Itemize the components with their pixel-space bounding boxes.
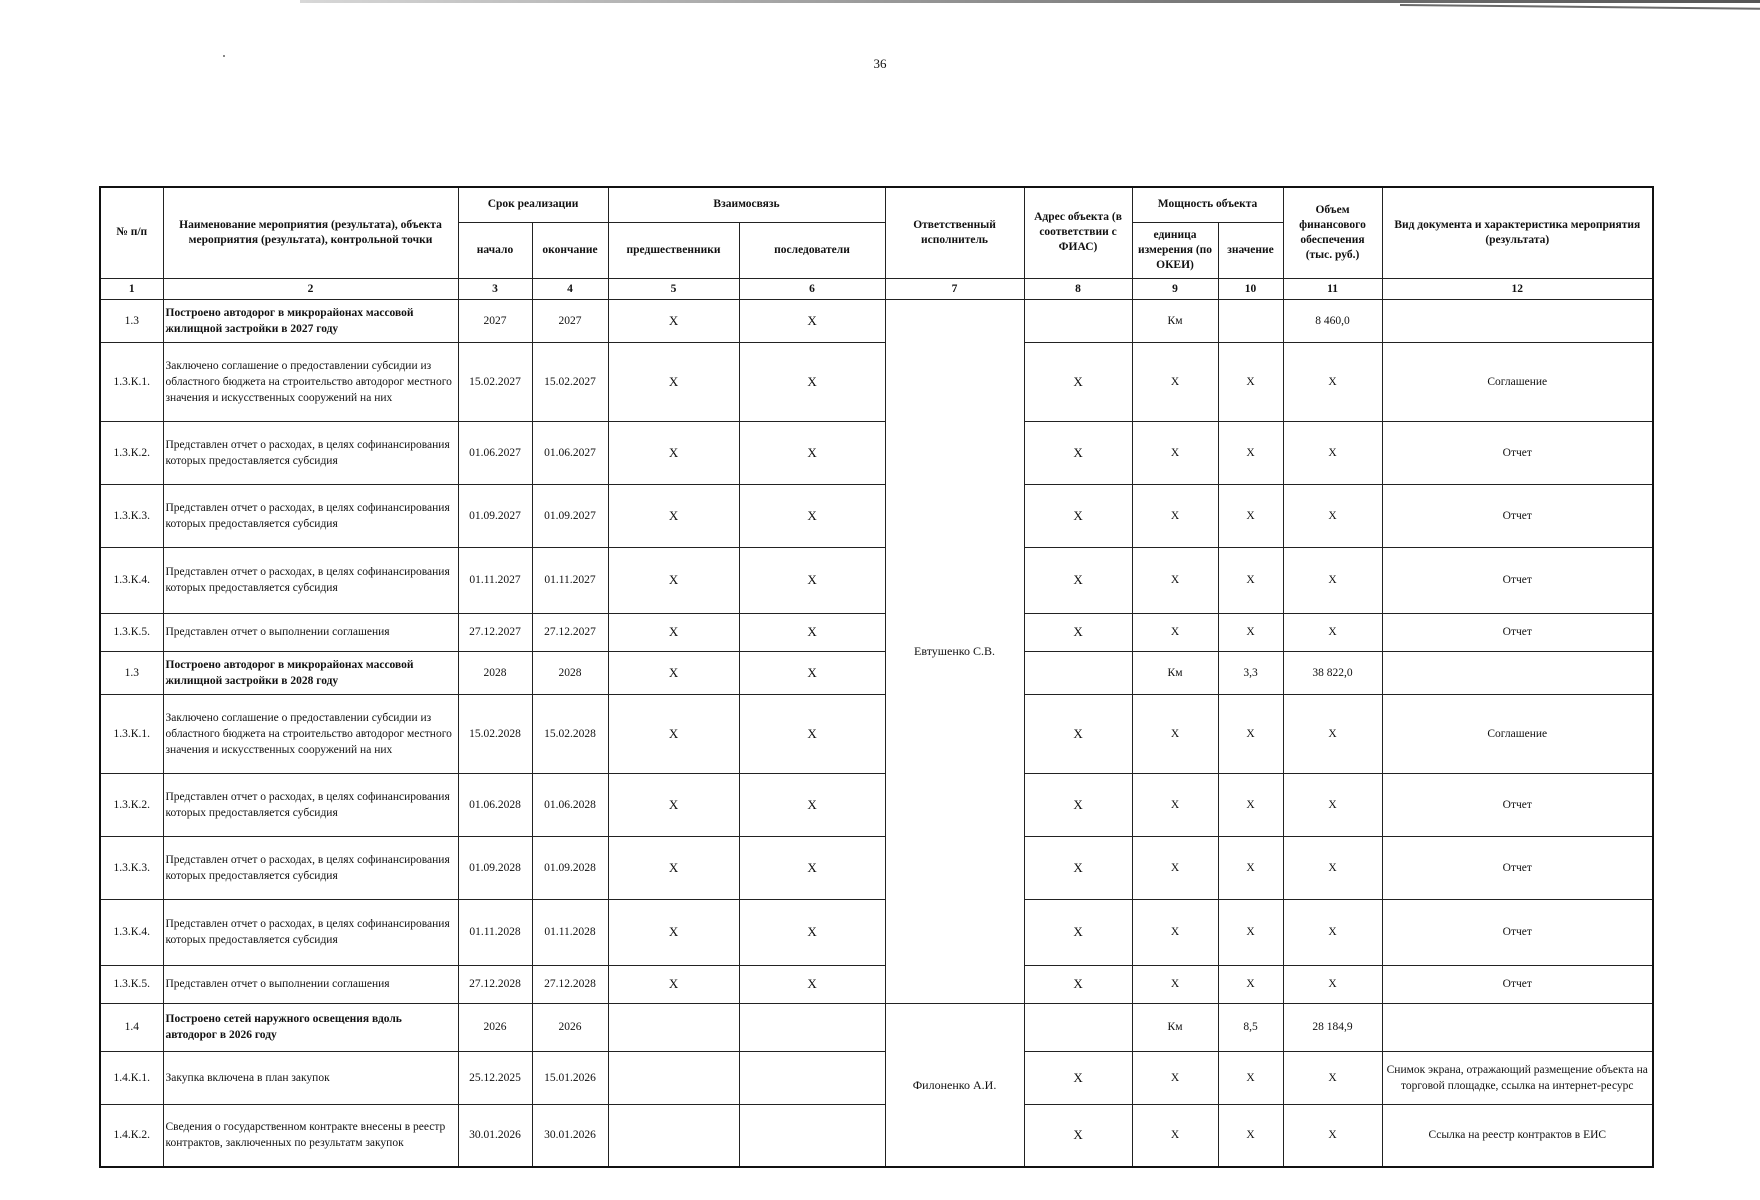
row-number: 1.4.К.2. bbox=[100, 1104, 163, 1167]
successors-cell bbox=[739, 1003, 885, 1051]
value-cell: X bbox=[1218, 1051, 1283, 1104]
successors-cell: X bbox=[739, 342, 885, 421]
header-end: окончание bbox=[532, 222, 608, 278]
end-date: 30.01.2026 bbox=[532, 1104, 608, 1167]
finance-cell: X bbox=[1283, 484, 1382, 547]
successors-cell bbox=[739, 1051, 885, 1104]
start-date: 01.09.2027 bbox=[458, 484, 532, 547]
finance-cell: X bbox=[1283, 1104, 1382, 1167]
table-row bbox=[100, 965, 1653, 1003]
unit-cell: X bbox=[1132, 965, 1218, 1003]
end-date: 2028 bbox=[532, 651, 608, 694]
predecessors-cell bbox=[608, 1051, 739, 1104]
value-cell: X bbox=[1218, 1104, 1283, 1167]
document-type: Отчет bbox=[1382, 421, 1653, 484]
row-number: 1.3.К.1. bbox=[100, 694, 163, 773]
unit-cell: Км bbox=[1132, 651, 1218, 694]
value-cell: X bbox=[1218, 836, 1283, 899]
start-date: 25.12.2025 bbox=[458, 1051, 532, 1104]
activity-name: Представлен отчет о выполнении соглашения bbox=[163, 965, 458, 1003]
address-cell: X bbox=[1024, 613, 1132, 651]
end-date: 15.02.2027 bbox=[532, 342, 608, 421]
document-type: Отчет bbox=[1382, 773, 1653, 836]
unit-cell: X bbox=[1132, 547, 1218, 613]
column-number: 4 bbox=[532, 278, 608, 299]
responsible-cell: Филоненко А.И. bbox=[885, 1003, 1024, 1167]
value-cell bbox=[1218, 299, 1283, 342]
responsible-cell: Евтушенко С.В. bbox=[885, 299, 1024, 1003]
scan-edge bbox=[300, 0, 1760, 3]
finance-cell: 8 460,0 bbox=[1283, 299, 1382, 342]
column-number: 8 bbox=[1024, 278, 1132, 299]
activity-name: Представлен отчет о расходах, в целях софинансирования которых предоставляется субсидия bbox=[163, 899, 458, 965]
table-row bbox=[100, 613, 1653, 651]
address-cell: X bbox=[1024, 1104, 1132, 1167]
page-number: 36 bbox=[873, 56, 887, 71]
column-number: 6 bbox=[739, 278, 885, 299]
successors-cell: X bbox=[739, 899, 885, 965]
header-address: Адрес объекта (в соответствии с ФИАС) bbox=[1024, 187, 1132, 278]
scan-edge bbox=[1400, 4, 1760, 10]
predecessors-cell: X bbox=[608, 651, 739, 694]
finance-cell: X bbox=[1283, 1051, 1382, 1104]
unit-cell: X bbox=[1132, 342, 1218, 421]
value-cell: X bbox=[1218, 547, 1283, 613]
table-row bbox=[100, 899, 1653, 965]
predecessors-cell: X bbox=[608, 342, 739, 421]
successors-cell: X bbox=[739, 836, 885, 899]
table-row bbox=[100, 1003, 1653, 1051]
address-cell: X bbox=[1024, 421, 1132, 484]
table-row bbox=[100, 651, 1653, 694]
header-doc: Вид документа и характеристика мероприятия (результата) bbox=[1382, 187, 1653, 278]
header-successors: последователи bbox=[739, 222, 885, 278]
unit-cell: X bbox=[1132, 899, 1218, 965]
address-cell: X bbox=[1024, 547, 1132, 613]
start-date: 27.12.2027 bbox=[458, 613, 532, 651]
document-type: Отчет bbox=[1382, 484, 1653, 547]
table-row bbox=[100, 1051, 1653, 1104]
document-type: Снимок экрана, отражающий размещение объекта на торговой площадке, ссылка на интернет-ресурс bbox=[1382, 1051, 1653, 1104]
document-type: Отчет bbox=[1382, 547, 1653, 613]
address-cell: X bbox=[1024, 836, 1132, 899]
row-number: 1.3.К.3. bbox=[100, 836, 163, 899]
table-row bbox=[100, 299, 1653, 342]
document-type: Отчет bbox=[1382, 965, 1653, 1003]
start-date: 27.12.2028 bbox=[458, 965, 532, 1003]
header-capacity: Мощность объекта bbox=[1132, 187, 1283, 222]
end-date: 01.11.2027 bbox=[532, 547, 608, 613]
start-date: 01.11.2028 bbox=[458, 899, 532, 965]
activity-name: Представлен отчет о расходах, в целях софинансирования которых предоставляется субсидия bbox=[163, 547, 458, 613]
finance-cell: 28 184,9 bbox=[1283, 1003, 1382, 1051]
successors-cell bbox=[739, 1104, 885, 1167]
header-finance: Объем финансового обеспечения (тыс. руб.) bbox=[1283, 187, 1382, 278]
finance-cell: X bbox=[1283, 965, 1382, 1003]
row-number: 1.3.К.1. bbox=[100, 342, 163, 421]
row-number: 1.3 bbox=[100, 651, 163, 694]
table-row bbox=[100, 836, 1653, 899]
address-cell: X bbox=[1024, 694, 1132, 773]
activity-name: Представлен отчет о расходах, в целях софинансирования которых предоставляется субсидия bbox=[163, 484, 458, 547]
column-number: 3 bbox=[458, 278, 532, 299]
activity-name: Представлен отчет о расходах, в целях софинансирования которых предоставляется субсидия bbox=[163, 421, 458, 484]
column-number: 2 bbox=[163, 278, 458, 299]
document-type: Отчет bbox=[1382, 899, 1653, 965]
table-row bbox=[100, 694, 1653, 773]
value-cell: X bbox=[1218, 965, 1283, 1003]
predecessors-cell: X bbox=[608, 484, 739, 547]
predecessors-cell: X bbox=[608, 965, 739, 1003]
address-cell: X bbox=[1024, 484, 1132, 547]
row-number: 1.3.К.3. bbox=[100, 484, 163, 547]
start-date: 01.06.2027 bbox=[458, 421, 532, 484]
start-date: 15.02.2028 bbox=[458, 694, 532, 773]
row-number: 1.3 bbox=[100, 299, 163, 342]
header-predecessors: предшественники bbox=[608, 222, 739, 278]
start-date: 2026 bbox=[458, 1003, 532, 1051]
document-type bbox=[1382, 651, 1653, 694]
end-date: 15.01.2026 bbox=[532, 1051, 608, 1104]
predecessors-cell: X bbox=[608, 613, 739, 651]
finance-cell: X bbox=[1283, 421, 1382, 484]
row-number: 1.3.К.2. bbox=[100, 773, 163, 836]
finance-cell: X bbox=[1283, 694, 1382, 773]
activity-name: Представлен отчет о расходах, в целях софинансирования которых предоставляется субсидия bbox=[163, 836, 458, 899]
row-number: 1.3.К.5. bbox=[100, 613, 163, 651]
predecessors-cell: X bbox=[608, 547, 739, 613]
column-number: 7 bbox=[885, 278, 1024, 299]
start-date: 01.11.2027 bbox=[458, 547, 532, 613]
finance-cell: X bbox=[1283, 342, 1382, 421]
address-cell: X bbox=[1024, 1051, 1132, 1104]
start-date: 15.02.2027 bbox=[458, 342, 532, 421]
successors-cell: X bbox=[739, 694, 885, 773]
header-num: № п/п bbox=[100, 187, 163, 278]
row-number: 1.4.К.1. bbox=[100, 1051, 163, 1104]
unit-cell: X bbox=[1132, 694, 1218, 773]
header-responsible: Ответственный исполнитель bbox=[885, 187, 1024, 278]
finance-cell: X bbox=[1283, 613, 1382, 651]
predecessors-cell: X bbox=[608, 899, 739, 965]
activity-table bbox=[99, 186, 1654, 1168]
start-date: 01.06.2028 bbox=[458, 773, 532, 836]
document-type: Отчет bbox=[1382, 613, 1653, 651]
row-number: 1.3.К.5. bbox=[100, 965, 163, 1003]
table-row bbox=[100, 1104, 1653, 1167]
unit-cell: X bbox=[1132, 484, 1218, 547]
successors-cell: X bbox=[739, 547, 885, 613]
unit-cell: X bbox=[1132, 1051, 1218, 1104]
activity-name: Построено сетей наружного освещения вдоль автодорог в 2026 году bbox=[163, 1003, 458, 1051]
table-row bbox=[100, 773, 1653, 836]
successors-cell: X bbox=[739, 421, 885, 484]
end-date: 27.12.2028 bbox=[532, 965, 608, 1003]
end-date: 01.09.2028 bbox=[532, 836, 608, 899]
end-date: 15.02.2028 bbox=[532, 694, 608, 773]
table-row bbox=[100, 421, 1653, 484]
finance-cell: X bbox=[1283, 773, 1382, 836]
document-type: Соглашение bbox=[1382, 694, 1653, 773]
header-name: Наименование мероприятия (результата), объекта мероприятия (результата), контрольной точки bbox=[163, 187, 458, 278]
column-number: 5 bbox=[608, 278, 739, 299]
predecessors-cell: X bbox=[608, 694, 739, 773]
unit-cell: X bbox=[1132, 1104, 1218, 1167]
end-date: 2026 bbox=[532, 1003, 608, 1051]
address-cell bbox=[1024, 1003, 1132, 1051]
column-number: 10 bbox=[1218, 278, 1283, 299]
activity-name: Закупка включена в план закупок bbox=[163, 1051, 458, 1104]
unit-cell: X bbox=[1132, 613, 1218, 651]
predecessors-cell bbox=[608, 1003, 739, 1051]
header-unit: единица измерения (по ОКЕИ) bbox=[1132, 222, 1218, 278]
finance-cell: 38 822,0 bbox=[1283, 651, 1382, 694]
address-cell: X bbox=[1024, 342, 1132, 421]
activity-name: Представлен отчет о расходах, в целях софинансирования которых предоставляется субсидия bbox=[163, 773, 458, 836]
address-cell: X bbox=[1024, 965, 1132, 1003]
end-date: 27.12.2027 bbox=[532, 613, 608, 651]
start-date: 2028 bbox=[458, 651, 532, 694]
activity-name: Построено автодорог в микрорайонах массовой жилищной застройки в 2028 году bbox=[163, 651, 458, 694]
predecessors-cell: X bbox=[608, 299, 739, 342]
value-cell: X bbox=[1218, 773, 1283, 836]
row-number: 1.3.К.4. bbox=[100, 899, 163, 965]
end-date: 01.11.2028 bbox=[532, 899, 608, 965]
finance-cell: X bbox=[1283, 547, 1382, 613]
row-number: 1.3.К.4. bbox=[100, 547, 163, 613]
activity-name: Представлен отчет о выполнении соглашения bbox=[163, 613, 458, 651]
column-number: 11 bbox=[1283, 278, 1382, 299]
address-cell bbox=[1024, 299, 1132, 342]
header-start: начало bbox=[458, 222, 532, 278]
document-type bbox=[1382, 299, 1653, 342]
predecessors-cell bbox=[608, 1104, 739, 1167]
successors-cell: X bbox=[739, 613, 885, 651]
address-cell: X bbox=[1024, 899, 1132, 965]
end-date: 01.09.2027 bbox=[532, 484, 608, 547]
row-number: 1.3.К.2. bbox=[100, 421, 163, 484]
successors-cell: X bbox=[739, 651, 885, 694]
activity-name: Заключено соглашение о предоставлении субсидии из областного бюджета на строительство автодорог местного значения и искусственных сооружений на них bbox=[163, 342, 458, 421]
table-row bbox=[100, 484, 1653, 547]
successors-cell: X bbox=[739, 484, 885, 547]
predecessors-cell: X bbox=[608, 773, 739, 836]
column-number-row bbox=[100, 278, 1653, 299]
table-row bbox=[100, 547, 1653, 613]
header-relation: Взаимосвязь bbox=[608, 187, 885, 222]
row-number: 1.4 bbox=[100, 1003, 163, 1051]
document-type bbox=[1382, 1003, 1653, 1051]
start-date: 2027 bbox=[458, 299, 532, 342]
end-date: 01.06.2027 bbox=[532, 421, 608, 484]
activity-name: Сведения о государственном контракте внесены в реестр контрактов, заключенных по результатм закупок bbox=[163, 1104, 458, 1167]
unit-cell: Км bbox=[1132, 299, 1218, 342]
value-cell: X bbox=[1218, 421, 1283, 484]
unit-cell: X bbox=[1132, 773, 1218, 836]
end-date: 2027 bbox=[532, 299, 608, 342]
document-type: Ссылка на реестр контрактов в ЕИС bbox=[1382, 1104, 1653, 1167]
predecessors-cell: X bbox=[608, 421, 739, 484]
value-cell: 3,3 bbox=[1218, 651, 1283, 694]
end-date: 01.06.2028 bbox=[532, 773, 608, 836]
value-cell: 8,5 bbox=[1218, 1003, 1283, 1051]
value-cell: X bbox=[1218, 342, 1283, 421]
activity-name: Построено автодорог в микрорайонах массовой жилищной застройки в 2027 году bbox=[163, 299, 458, 342]
activity-name: Заключено соглашение о предоставлении субсидии из областного бюджета на строительство автодорог местного значения и искусственных сооружений на них bbox=[163, 694, 458, 773]
table-row bbox=[100, 342, 1653, 421]
successors-cell: X bbox=[739, 965, 885, 1003]
finance-cell: X bbox=[1283, 899, 1382, 965]
column-number: 1 bbox=[100, 278, 163, 299]
column-number: 12 bbox=[1382, 278, 1653, 299]
unit-cell: X bbox=[1132, 836, 1218, 899]
document-type: Отчет bbox=[1382, 836, 1653, 899]
successors-cell: X bbox=[739, 773, 885, 836]
predecessors-cell: X bbox=[608, 836, 739, 899]
start-date: 30.01.2026 bbox=[458, 1104, 532, 1167]
address-cell bbox=[1024, 651, 1132, 694]
address-cell: X bbox=[1024, 773, 1132, 836]
column-number: 9 bbox=[1132, 278, 1218, 299]
header-period: Срок реализации bbox=[458, 187, 608, 222]
value-cell: X bbox=[1218, 484, 1283, 547]
value-cell: X bbox=[1218, 613, 1283, 651]
finance-cell: X bbox=[1283, 836, 1382, 899]
start-date: 01.09.2028 bbox=[458, 836, 532, 899]
document-type: Соглашение bbox=[1382, 342, 1653, 421]
value-cell: X bbox=[1218, 694, 1283, 773]
unit-cell: Км bbox=[1132, 1003, 1218, 1051]
value-cell: X bbox=[1218, 899, 1283, 965]
unit-cell: X bbox=[1132, 421, 1218, 484]
successors-cell: X bbox=[739, 299, 885, 342]
header-value: значение bbox=[1218, 222, 1283, 278]
